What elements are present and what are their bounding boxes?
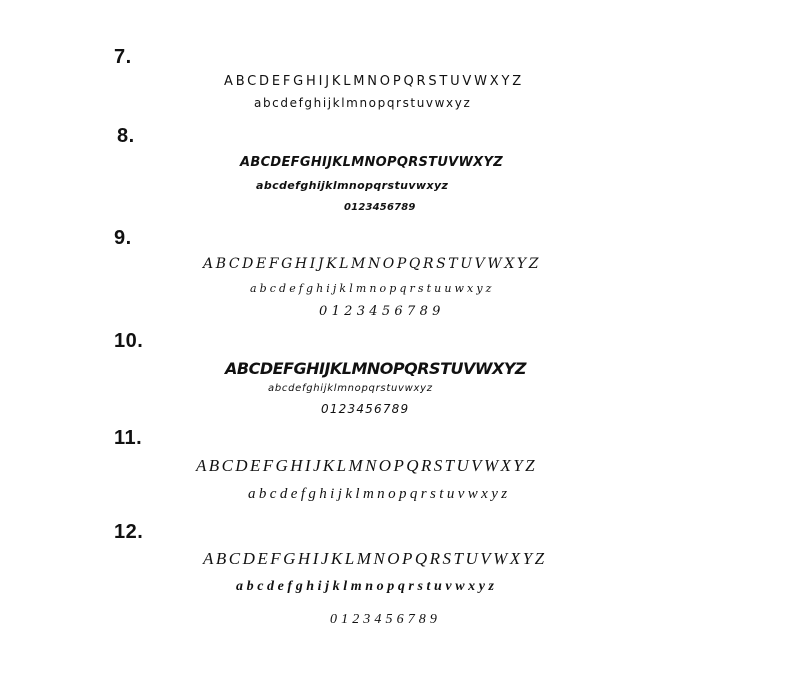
- sample-9-number: 9.: [114, 227, 132, 249]
- sample-10-lowercase: abcdefghijklmnopqrstuvwxyz: [268, 383, 433, 394]
- sample-12-uppercase: ABCDEFGHIJKLMNOPQRSTUVWXYZ: [203, 549, 547, 568]
- sample-9-lowercase: abcdefghijklmnopqrstuuwxyz: [250, 282, 495, 295]
- sample-11-lowercase: abcdefghijklmnopqrstuvwxyz: [248, 486, 511, 502]
- sample-8-lowercase: abcdefghijklmnopqrstuvwxyz: [256, 179, 449, 192]
- sample-9-digits: 0123456789: [319, 304, 445, 319]
- sample-8-number: 8.: [117, 125, 135, 147]
- sample-9-uppercase: ABCDEFGHIJKLMNOPQRSTUVWXYZ: [203, 256, 542, 272]
- sample-10-digits: 0123456789: [321, 402, 410, 416]
- sample-12-number: 12.: [114, 521, 144, 543]
- sample-10-number: 10.: [114, 330, 144, 352]
- sample-12-digits: 0123456789: [330, 612, 441, 627]
- sample-12-lowercase: abcdefghijklmnopqrstuvwxyz: [236, 579, 498, 594]
- sample-7-lowercase: abcdefghijklmnopqrstuvwxyz: [254, 96, 472, 110]
- sample-7-uppercase: ABCDEFGHIJKLMNOPQRSTUVWXYZ: [224, 74, 524, 89]
- sample-11-number: 11.: [114, 427, 143, 449]
- sample-8-digits: 0123456789: [344, 202, 416, 213]
- sample-8-uppercase: ABCDEFGHIJKLMNOPQRSTUVWXYZ: [240, 155, 503, 170]
- sample-11-uppercase: ABCDEFGHIJKLMNOPQRSTUVWXYZ: [196, 456, 537, 475]
- sample-10-uppercase: ABCDEFGHIJKLMNOPQRSTUVWXYZ: [225, 359, 527, 378]
- sample-7-number: 7.: [114, 46, 132, 68]
